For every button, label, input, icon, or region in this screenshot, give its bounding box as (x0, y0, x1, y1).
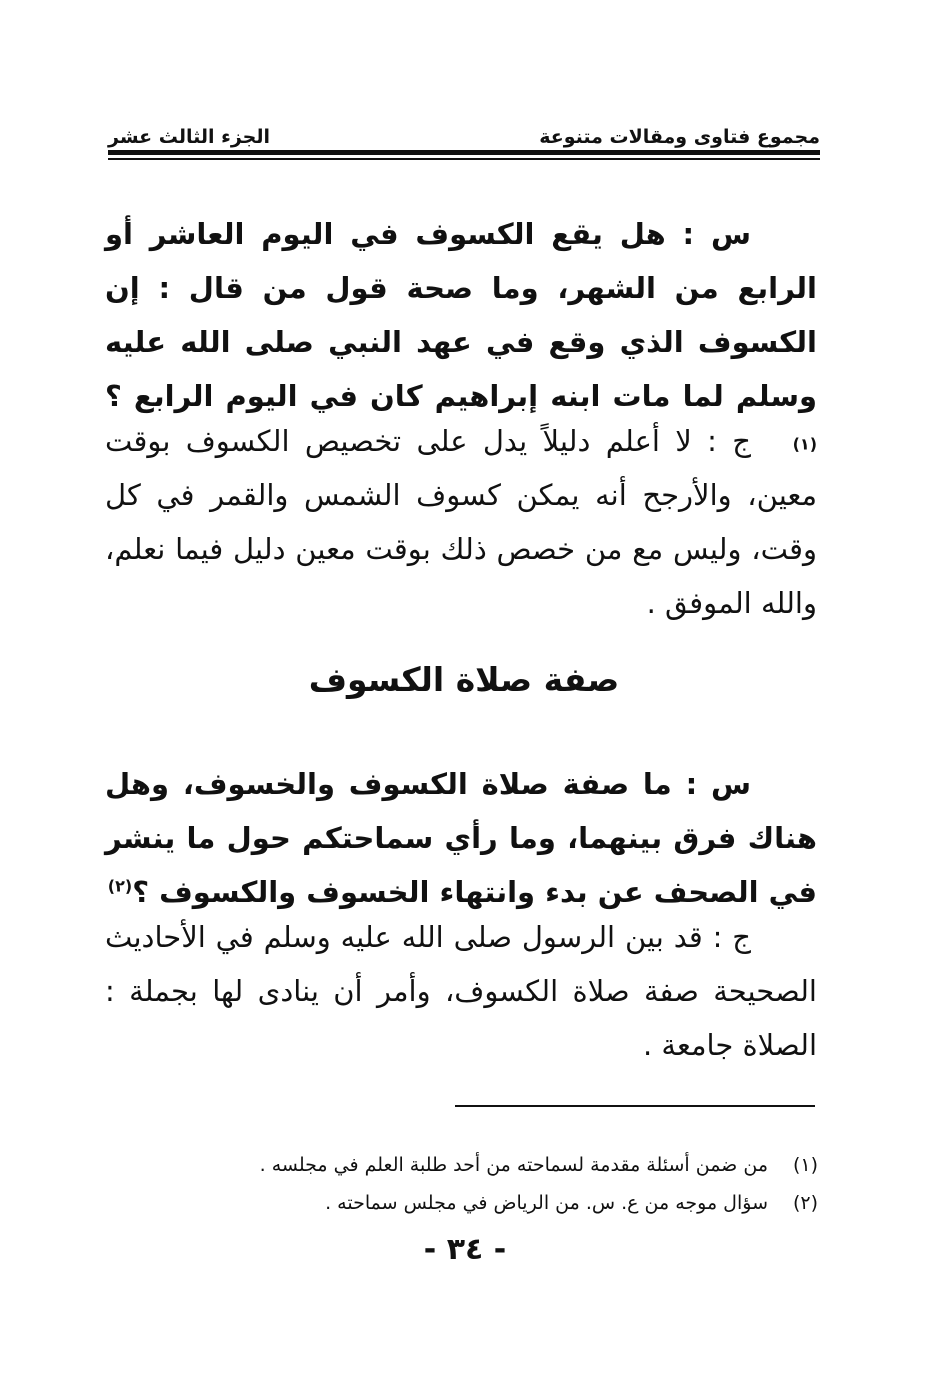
running-header (108, 112, 820, 148)
header-rule-thin (108, 158, 820, 160)
question-2-text: س : ما صفة صلاة الكسوف والخسوف، وهل هناك فرق بينهما، وما رأي سماحتكم حول ما ينشر في الصحف عن بدء وانتهاء الخسوف والكسوف ؟ (105, 767, 817, 909)
answer-2-text: ج : قد بين الرسول صلى الله عليه وسلم في الأحاديث الصحيحة صفة صلاة الكسوف، وأمر أن ينادى لها بجملة : الصلاة جامعة . (105, 920, 817, 1062)
answer-1 (105, 414, 817, 630)
answer-2 (105, 910, 817, 1072)
footnote-item (150, 1146, 818, 1184)
header-book-title: مجموع فتاوى ومقالات متنوعة (539, 126, 820, 148)
footnote-text: سؤال موجه من ع. س. من الرياض في مجلس سماحته . (325, 1192, 768, 1214)
footnote-ref-2: (٢) (107, 876, 133, 896)
header-rule-thick (108, 150, 820, 155)
section-title: صفة صلاة الكسوف (308, 660, 620, 699)
footnote-number: (٢) (792, 1192, 818, 1214)
answer-1-text: ج : لا أعلم دليلاً يدل على تخصيص الكسوف بوقت معين، والأرجح أنه يمكن كسوف الشمس والقمر في كل وقت، وليس مع من خصص ذلك بوقت معين دليل فيما نعلم، والله الموفق . (105, 424, 817, 620)
footnote-separator (455, 1105, 815, 1107)
question-1-text: س : هل يقع الكسوف في اليوم العاشر أو الرابع من الشهر، وما صحة قول من قال : إن الكسوف الذي وقع في عهد النبي صلى الله عليه وسلم لما مات ابنه إبراهيم كان في اليوم الرابع ؟ (105, 217, 817, 413)
footnotes (150, 1146, 818, 1222)
footnote-text: من ضمن أسئلة مقدمة لسماحته من أحد طلبة العلم في مجلسه . (259, 1154, 768, 1176)
page-number: - ٣٤ - (423, 1232, 507, 1267)
question-2 (105, 757, 817, 919)
footnote-item (150, 1184, 818, 1222)
header-volume-title: الجزء الثالث عشر (108, 126, 271, 148)
footnote-number: (١) (792, 1154, 818, 1176)
footnote-ref-1: (١) (792, 434, 817, 454)
